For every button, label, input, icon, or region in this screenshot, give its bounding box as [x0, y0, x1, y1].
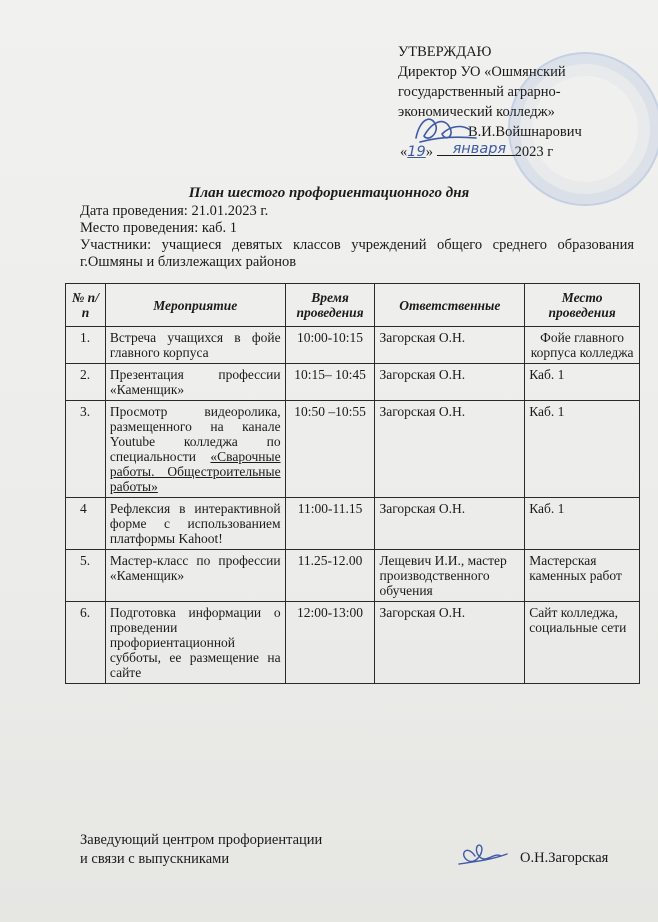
footer-position [80, 831, 322, 869]
row-num: 1. [66, 327, 106, 364]
row-event [105, 401, 285, 498]
row-responsible: Загорская О.Н. [375, 602, 525, 684]
approval-line-2: государственный аграрно- [398, 84, 561, 100]
row-event: Подготовка информации о проведении профориентационной субботы, ее размещение на сайте [105, 602, 285, 684]
table-row [66, 550, 640, 602]
header-responsible: Ответственные [375, 284, 525, 327]
row-time: 10:15– 10:45 [285, 364, 375, 401]
row-place: Мастерская каменных работ [525, 550, 640, 602]
schedule-table [65, 283, 640, 684]
date-year: 2023 г [514, 144, 554, 160]
date-label: Дата проведения: [80, 203, 188, 219]
date-month: января [452, 141, 507, 157]
director-signature-icon [410, 108, 480, 150]
footer-line-1: Заведующий центром профориентации [80, 832, 323, 848]
table-row [66, 364, 640, 401]
table-header-row [66, 284, 640, 327]
event-details [80, 203, 634, 271]
row-event-link[interactable]: «Сварочные работы. Общестроительные работы» [109, 449, 281, 494]
date-day: 19 [407, 144, 426, 160]
table-row [66, 498, 640, 550]
header-place: Место проведения [525, 284, 640, 327]
table-row [66, 602, 640, 684]
row-time: 11:00-11.15 [285, 498, 375, 550]
row-responsible: Загорская О.Н. [375, 327, 525, 364]
row-place: Каб. 1 [525, 364, 640, 401]
row-event: Рефлексия в интерактивной форме с использованием платформы Kahoot! [105, 498, 285, 550]
participants-label: Участники: [80, 237, 152, 253]
row-time: 11.25-12.00 [285, 550, 375, 602]
approval-heading: УТВЕРЖДАЮ [398, 44, 492, 60]
row-num: 5. [66, 550, 106, 602]
participants-row [80, 237, 634, 271]
row-place: Сайт колледжа, социальные сети [525, 602, 640, 684]
date-quote-open: « [400, 144, 408, 160]
row-event: Мастер-класс по профессии «Каменщик» [105, 550, 285, 602]
row-num: 4 [66, 498, 106, 550]
page-title: План шестого профориентационного дня [188, 185, 470, 201]
header-num: № п/п [66, 284, 106, 327]
approval-line-1: Директор УО «Ошмянский [398, 64, 566, 80]
place-row [80, 220, 634, 237]
row-event-text: Просмотр видеоролика, размещенного на канале Youtube колледжа по специальности [109, 404, 281, 464]
table-row [66, 327, 640, 364]
row-time: 12:00-13:00 [285, 602, 375, 684]
table-row [66, 401, 640, 498]
row-place: Каб. 1 [525, 498, 640, 550]
head-signature-icon [455, 838, 511, 872]
date-value: 21.01.2023 г. [191, 203, 269, 219]
row-time: 10:00-10:15 [285, 327, 375, 364]
footer-line-2: и связи с выпускниками [80, 851, 230, 867]
date-row [80, 203, 634, 220]
row-num: 2. [66, 364, 106, 401]
footer-name: О.Н.Загорская [520, 850, 609, 866]
approval-line-3: экономический колледж» [398, 104, 555, 120]
row-place: Фойе главного корпуса колледжа [525, 327, 640, 364]
row-num: 6. [66, 602, 106, 684]
place-value: каб. 1 [201, 220, 238, 236]
row-responsible: Загорская О.Н. [375, 401, 525, 498]
row-place: Каб. 1 [525, 401, 640, 498]
row-responsible: Загорская О.Н. [375, 364, 525, 401]
header-time: Время проведения [285, 284, 375, 327]
participants-value: учащиеся девятых классов учреждений общего среднего образования г.Ошмяны и близлежащих районов [80, 237, 635, 270]
approval-signer: В.И.Войшнарович [468, 124, 582, 140]
place-label: Место проведения: [80, 220, 199, 236]
row-event: Презентация профессии «Каменщик» [105, 364, 285, 401]
date-quote-close: » [425, 144, 433, 160]
row-responsible: Загорская О.Н. [375, 498, 525, 550]
row-num: 3. [66, 401, 106, 498]
header-event: Мероприятие [105, 284, 285, 327]
row-time: 10:50 –10:55 [285, 401, 375, 498]
row-responsible: Лещевич И.И., мастер производственного обучения [375, 550, 525, 602]
row-event: Встреча учащихся в фойе главного корпуса [105, 327, 285, 364]
